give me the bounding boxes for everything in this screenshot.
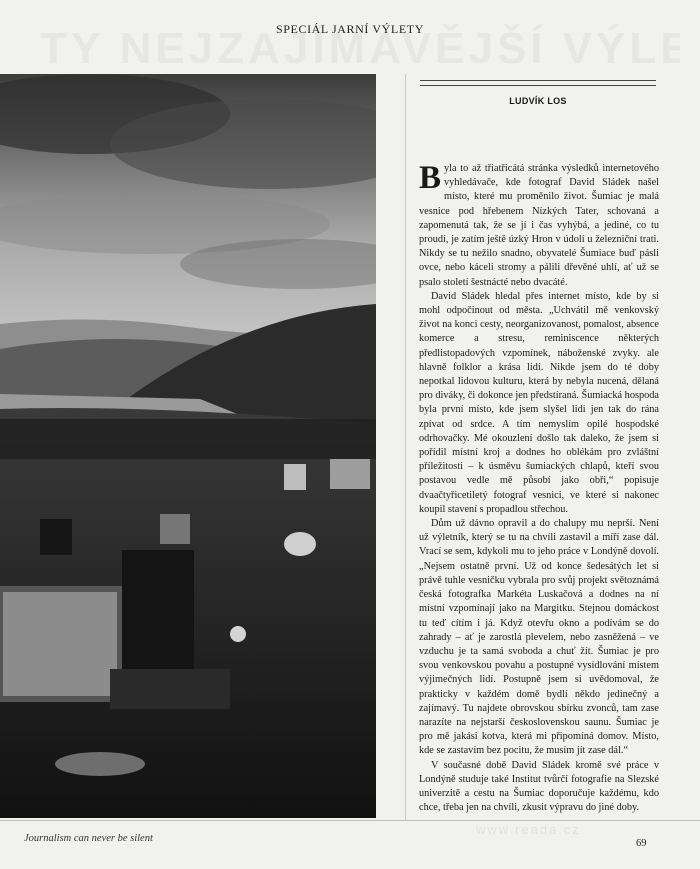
photo-illustration xyxy=(0,74,376,818)
drop-cap: B xyxy=(419,160,442,196)
landscape-cemetery-photo xyxy=(0,74,376,818)
article-paragraph-1 xyxy=(419,162,659,290)
article-paragraph-3: Dům už dávno opravil a do chalupy mu neprší. Není už výletník, který se tu na chvíli zastavil a míří zase dál. Vrací se sem, kdykoli mu to jeho práce v Londýně dovolí. „Nejsem ostatně první. Už od konce šedesátých let si právě tuhle vesničku vybrala pro svůj projekt světoznámá česká fotografka Markéta Luskačová a dodnes na ní místní vzpomínají jako na Margitku. Stejnou domáckost tu teď cítím i já. Když otevřu okno a podívám se do zahrady – ať je zarostlá plevelem, nebo zasněžená – ve vzduchu je ta samá svoboda a chuť žít. Šumiac je pro svou venkovskou povahu a postupné vysídlování místem výjimečných lidí. Postupně jsem si uvědomoval, že prakticky v každém domě bydlí někdo jedinečný a zajímavý. Tu najdete obrovskou sbírku zvonců, tam zase narazíte na nejstarší československou saunu. Šumiac je pro mě jakási kotva, která mi připomíná domov. Místo, kde se zastavím bez pocitu, že musím jít zase dál.“ xyxy=(419,518,659,757)
watermark: www.reada.cz xyxy=(476,822,581,837)
section-title: SPECIÁL JARNÍ VÝLETY xyxy=(275,22,424,36)
footer-rule xyxy=(0,820,700,821)
column-divider xyxy=(405,74,406,820)
article-body xyxy=(419,162,659,815)
author-byline: LUDVÍK LOS xyxy=(509,96,567,106)
footer-motto: Journalism can never be silent xyxy=(24,833,153,844)
article-paragraph-1-text: yla to až třiatřicátá stránka výsledků internetového vyhledávače, kde fotograf David Sládek našel místo, které mu proměnilo život. Šumiac je malá vesnice pod hřebenem Nízkých Tater, schovaná a zapomenutá tak, že se jí i čas vyhýbá, a jediné, co tu proudí, je zatím ještě úzký Hron v údolí u železniční trati. Nikdy se tu nežilo snadno, obyvatelé Šumiace buď pásli ovce, nebo káceli stromy a pálili dřevěné uhlí, ať už se psalo století šestnácté nebo dvacáté. xyxy=(419,163,659,288)
byline-rule xyxy=(420,80,656,86)
article-paragraph-2: David Sládek hledal přes internet místo, kde by si mohl odpočinout od města. „Uchvátil mě venkovský život na konci cesty, neorganizovanost, pomalost, absence komerce a stresu, reminiscence některých předlistopadových vzpomínek, náboženské zvyky. ale hlavně folklor a krása lidí. Nikde jsem do té doby nepotkal lidovou kulturu, která by nebyla nucená, dělaná pro diváky, či dokonce jen předstíraná. Šumiacká hospoda byla první místo, kde jsem slyšel lidi jen tak do rána zpívat od srdce. A tím nemyslím opilé hospodské odrhovačky. Mé okouzlení došlo tak daleko, že jsem si pořídil místní kroj a dodnes ho oblékám pro zvláštní příležitosti – k úsměvu šumiackých chlapů, kteří svou postavou vedle mě působí jako obři,“ popisuje dvaačtyřicetiletý fotograf vesnici, ve které si nakonec koupil stavení s propadlou střechou. xyxy=(419,290,659,515)
article-paragraph-4: V současné době David Sládek kromě své práce v Londýně studuje také Institut tvůrčí fotografie na Slezské univerzitě a cestu na Šumiac doporučuje každému, kdo chce, třeba jen na chvíli, zkusit výpravu do jiné doby. xyxy=(419,759,659,814)
page-number: 69 xyxy=(636,838,647,849)
